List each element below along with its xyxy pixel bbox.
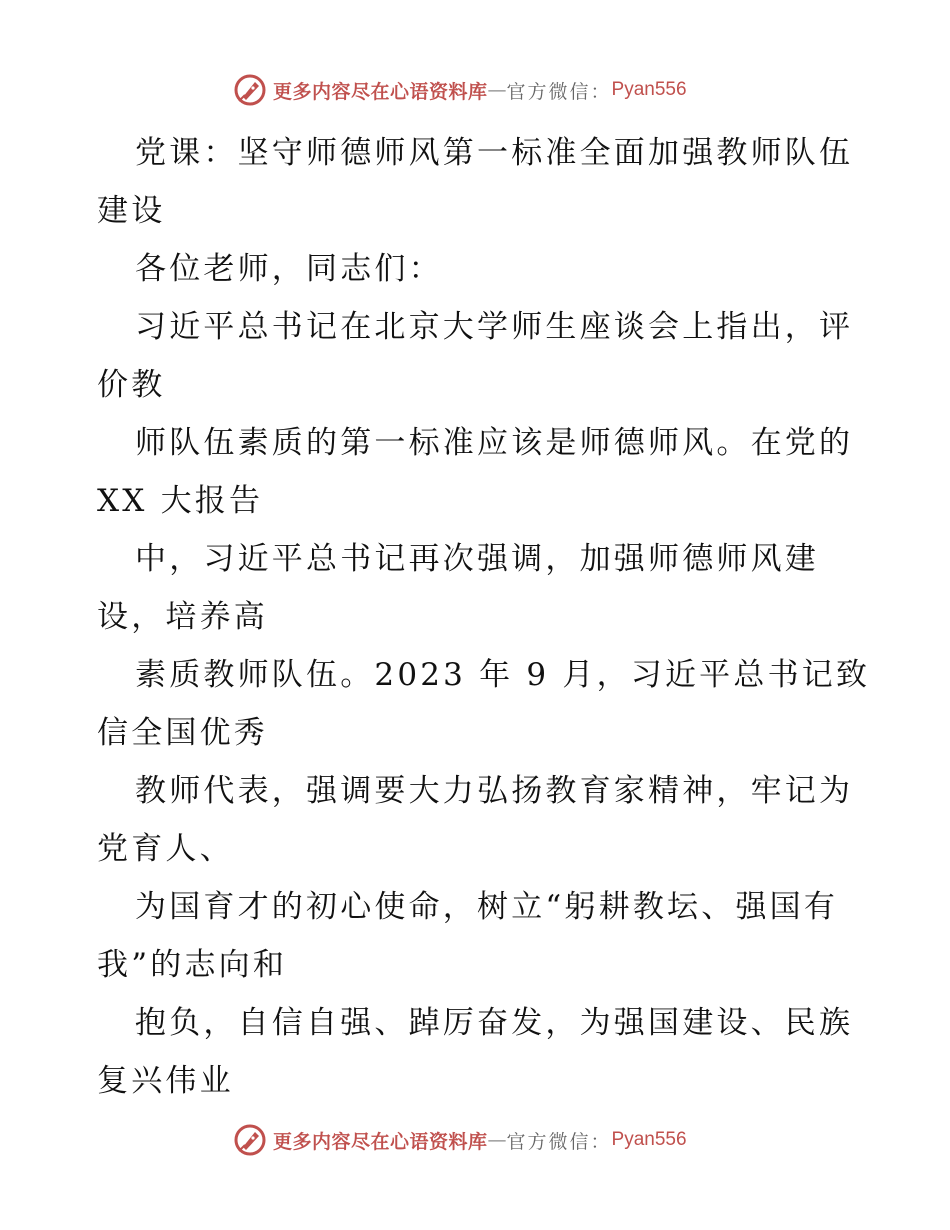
body-line: 我”的志向和 xyxy=(97,947,288,983)
footer-watermark-banner xyxy=(233,1120,687,1160)
body-line: 信全国优秀 xyxy=(97,715,268,751)
pen-nib-logo-icon xyxy=(233,1123,267,1157)
banner-dash: — xyxy=(487,79,507,101)
body-line: 设，培养高 xyxy=(97,599,268,635)
body-line: XX 大报告 xyxy=(97,483,264,519)
banner-account-id: Pyan556 xyxy=(611,79,687,100)
document-body xyxy=(97,124,871,1110)
body-line: 抱负，自信自强、踔厉奋发，为强国建设、民族 xyxy=(135,1005,854,1041)
body-line: 师队伍素质的第一标准应该是师德师风。在党的 xyxy=(135,425,854,461)
document-title-line-2: 建设 xyxy=(97,193,166,229)
body-line: 党育人、 xyxy=(97,831,234,867)
banner-main-text: 更多内容尽在心语资料库 xyxy=(273,1130,488,1153)
banner-dash: — xyxy=(487,1129,507,1151)
header-watermark-banner xyxy=(233,70,687,110)
banner-account-id: Pyan556 xyxy=(611,1129,687,1150)
body-line: 习近平总书记在北京大学师生座谈会上指出，评 xyxy=(135,309,854,345)
banner-official-label: 官方微信： xyxy=(506,80,612,103)
body-line: 素质教师队伍。2023 年 9 月，习近平总书记致 xyxy=(135,657,871,693)
salutation-line: 各位老师，同志们： xyxy=(135,251,443,287)
body-line: 为国育才的初心使命，树立“躬耕教坛、强国有 xyxy=(135,889,839,925)
body-line: 复兴伟业 xyxy=(97,1063,234,1099)
document-title-line-1: 党课：坚守师德师风第一标准全面加强教师队伍 xyxy=(135,135,854,171)
banner-main-text: 更多内容尽在心语资料库 xyxy=(273,80,488,103)
body-line: 价教 xyxy=(97,367,166,403)
body-line: 中，习近平总书记再次强调，加强师德师风建 xyxy=(135,541,819,577)
banner-official-label: 官方微信： xyxy=(506,1130,612,1153)
pen-nib-logo-icon xyxy=(233,73,267,107)
body-line: 教师代表，强调要大力弘扬教育家精神，牢记为 xyxy=(135,773,854,809)
